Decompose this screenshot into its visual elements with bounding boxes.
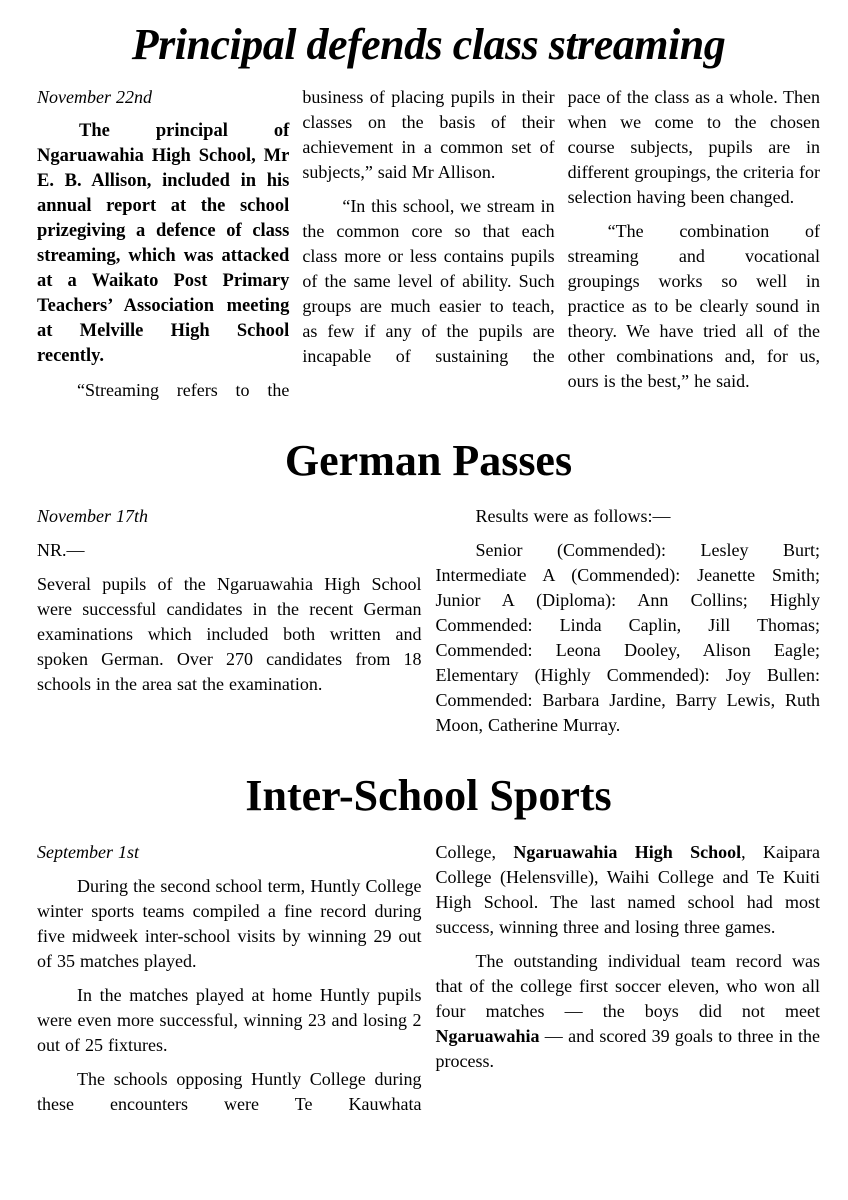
article-column-1	[37, 840, 422, 1126]
paragraph	[436, 949, 821, 1074]
article-column-2	[436, 840, 821, 1126]
article-title-german-passes: German Passes	[284, 435, 573, 485]
article-column-1	[37, 85, 289, 412]
text-run: November 17th	[37, 506, 148, 527]
results-paragraph	[436, 538, 821, 738]
bold-text-run: Ngaruawahia High School	[513, 841, 742, 862]
article-inter-school-sports	[37, 840, 820, 1126]
text-run: NR.—	[37, 540, 85, 561]
text-run: The outstanding individual team record was that of the college first soccer eleven, who won all four matches — the boys did not meet	[435, 950, 820, 1021]
paragraph	[37, 874, 422, 974]
text-run: The schools opposing Huntly College during these encounters were Te Kauwhata	[37, 1068, 422, 1114]
text-run: September 1st	[37, 841, 139, 862]
paragraph	[436, 504, 821, 529]
paragraph-continuation	[436, 840, 821, 940]
article-column-1	[37, 504, 422, 747]
text-run: , Kaipara College (Helensville), Waihi College and Te Kuiti High School. The last named school had most success, winning three and losing three games.	[435, 841, 820, 937]
paragraph	[37, 1067, 422, 1117]
article-date	[37, 840, 422, 865]
byline	[37, 538, 422, 563]
text-run: business of placing pupils in their classes on the basis of their achievement in a common set of subjects,” said Mr Allison.	[302, 86, 555, 182]
article-column-3	[568, 85, 820, 412]
text-run: In the matches played at home Huntly pupils were even more successful, winning 23 and losing 2 out of 25 fixtures.	[37, 984, 422, 1055]
paragraph	[37, 572, 422, 697]
lead-paragraph	[37, 119, 289, 369]
text-run: November 22nd	[37, 86, 152, 107]
paragraph-continuation	[302, 85, 554, 185]
text-run: During the second school term, Huntly College winter sports teams compiled a fine record during five midweek inter-school visits by winning 29 out of 35 matches played.	[37, 875, 422, 971]
paragraph	[568, 219, 820, 394]
article-principal-defends-class-streaming	[37, 85, 820, 412]
text-run: “The combination of streaming and vocational groupings works so well in practice as to be clearly sound in theory. We have tried all of the other combinations and, for us, ours is the best,” he said.	[567, 220, 820, 391]
article-german-passes	[37, 504, 820, 747]
article-column-2	[302, 85, 554, 412]
paragraph	[37, 983, 422, 1058]
article-title-principal-defends-class-streaming: Principal defends class streaming	[131, 20, 726, 69]
bold-text-run: Ngaruawahia	[435, 1025, 540, 1046]
article-title-inter-school-sports: Inter-School Sports	[245, 771, 612, 821]
article-column-2	[436, 504, 821, 747]
paragraph	[302, 194, 554, 369]
text-run: — and scored 39 goals to three in the process.	[435, 1025, 820, 1071]
text-run: College,	[435, 841, 514, 862]
article-date	[37, 85, 289, 110]
article-date	[37, 504, 422, 529]
text-run: pace of the class as a whole. Then when we come to the chosen course subjects, pupils are in different groupings, the criteria for selection having been changed.	[567, 86, 820, 207]
text-run: Several pupils of the Ngaruawahia High School were successful candidates in the recent German examinations which included both written and spoken German. Over 270 candidates from 18 schools in the area sat the examination.	[37, 574, 422, 695]
paragraph-continuation	[568, 85, 820, 210]
text-run: Senior (Commended): Lesley Burt; Intermediate A (Commended): Jeanette Smith; Junior A (Diploma): Ann Collins; Highly Commended: Linda Caplin, Jill Thomas; Commended: Leona Dooley, Alison Eagle; Elementary (Highly Commended): Joy Bullen: Commended: Barbara Jardine, Barry Lewis, Ruth Moon, Catherine Murray.	[435, 540, 820, 736]
paragraph	[37, 378, 289, 403]
text-run: “In this school, we stream in the common core so that each class more or less contains pupils of the same level of ability. Such groups are much easier to teach, as few if any of the pupils are incapable of sustaining the	[302, 195, 555, 366]
text-run: “Streaming refers to the	[77, 379, 290, 400]
text-run: Results were as follows:—	[475, 506, 671, 527]
text-run: The principal of Ngaruawahia High School, Mr E. B. Allison, included in his annual report at the school prizegiving a defence of class streaming, which was attacked at a Waikato Post Primary Teachers’ Association meeting at Melville High School recently.	[37, 120, 290, 366]
